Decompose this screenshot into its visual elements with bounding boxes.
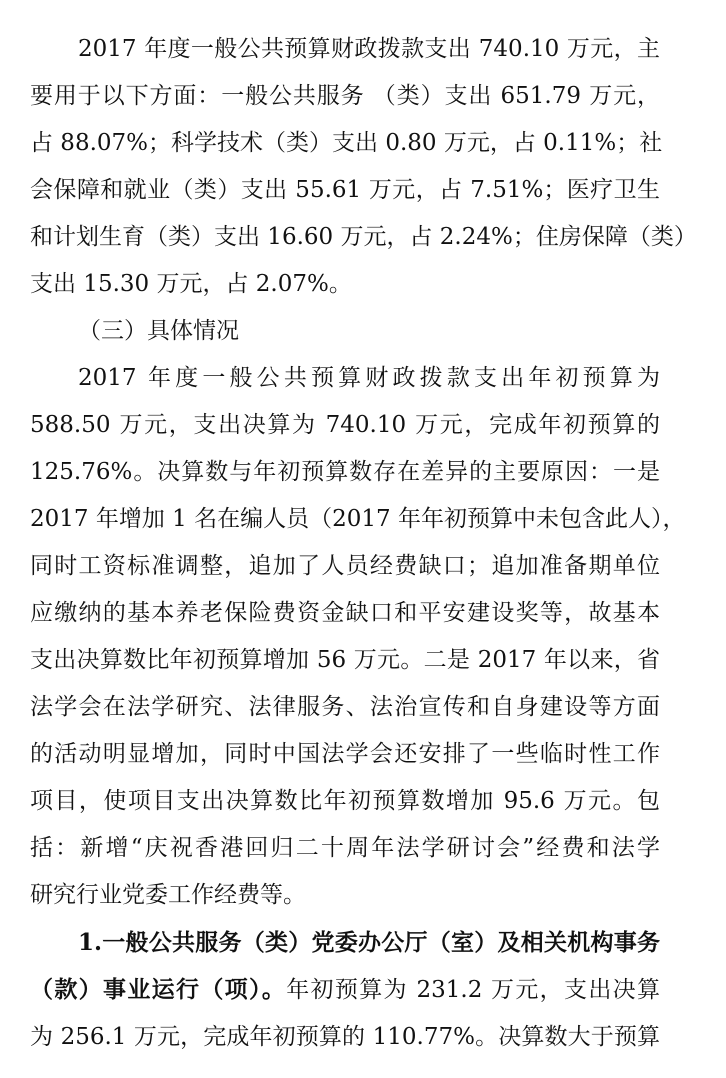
paragraph-2-line-2: 588.50 万元，支出决算为 740.10 万元，完成年初预算的: [30, 412, 660, 438]
paragraph-3-line-2-rest: 年初预算为 231.2 万元，支出决算: [286, 977, 661, 1003]
paragraph-1-line-1: 2017 年度一般公共预算财政拨款支出 740.10 万元，主: [78, 36, 660, 62]
paragraph-2-line-12: 研究行业党委工作经费等。: [30, 882, 306, 908]
paragraph-2-line-11: 括：新增“庆祝香港回归二十周年法学研讨会”经费和法学: [30, 835, 660, 861]
paragraph-3-line-1: 1.一般公共服务（类）党委办公厅（室）及相关机构事务: [78, 929, 660, 956]
paragraph-2-line-8: 法学会在法学研究、法律服务、法治宣传和自身建设等方面: [30, 694, 660, 720]
paragraph-2-line-4: 2017 年增加 1 名在编人员（2017 年年初预算中未包含此人），: [30, 506, 686, 532]
paragraph-2-line-7: 支出决算数比年初预算增加 56 万元。二是 2017 年以来，省: [30, 647, 660, 673]
paragraph-2-line-1: 2017 年度一般公共预算财政拨款支出年初预算为: [78, 365, 660, 391]
paragraph-2-line-10: 项目，使项目支出决算数比年初预算数增加 95.6 万元。包: [30, 788, 660, 814]
paragraph-1-line-5: 和计划生育（类）支出 16.60 万元，占 2.24%；住房保障（类）: [30, 224, 697, 250]
paragraph-3-line-3: 为 256.1 万元，完成年初预算的 110.77%。决算数大于预算: [30, 1024, 660, 1050]
paragraph-1-line-2: 要用于以下方面：一般公共服务 （类）支出 651.79 万元，: [30, 83, 660, 109]
paragraph-3-line-2: [30, 967, 660, 1013]
paragraph-1-line-4: 会保障和就业（类）支出 55.61 万元，占 7.51%；医疗卫生: [30, 177, 660, 203]
paragraph-1-line-6: 支出 15.30 万元，占 2.07%。: [30, 271, 352, 297]
paragraph-2-line-9: 的活动明显增加，同时中国法学会还安排了一些临时性工作: [30, 741, 660, 767]
paragraph-2-line-5: 同时工资标准调整，追加了人员经费缺口；追加准备期单位: [30, 553, 660, 579]
paragraph-1-line-3: 占 88.07%；科学技术（类）支出 0.80 万元，占 0.11%；社: [30, 130, 663, 156]
section-heading: （三）具体情况: [78, 318, 239, 344]
paragraph-2-line-3: 125.76%。决算数与年初预算数存在差异的主要原因：一是: [30, 459, 660, 485]
paragraph-3-line-2-bold: （款）事业运行（项）。: [30, 976, 287, 1003]
paragraph-2-line-6: 应缴纳的基本养老保险费资金缺口和平安建设奖等，故基本: [30, 600, 660, 626]
